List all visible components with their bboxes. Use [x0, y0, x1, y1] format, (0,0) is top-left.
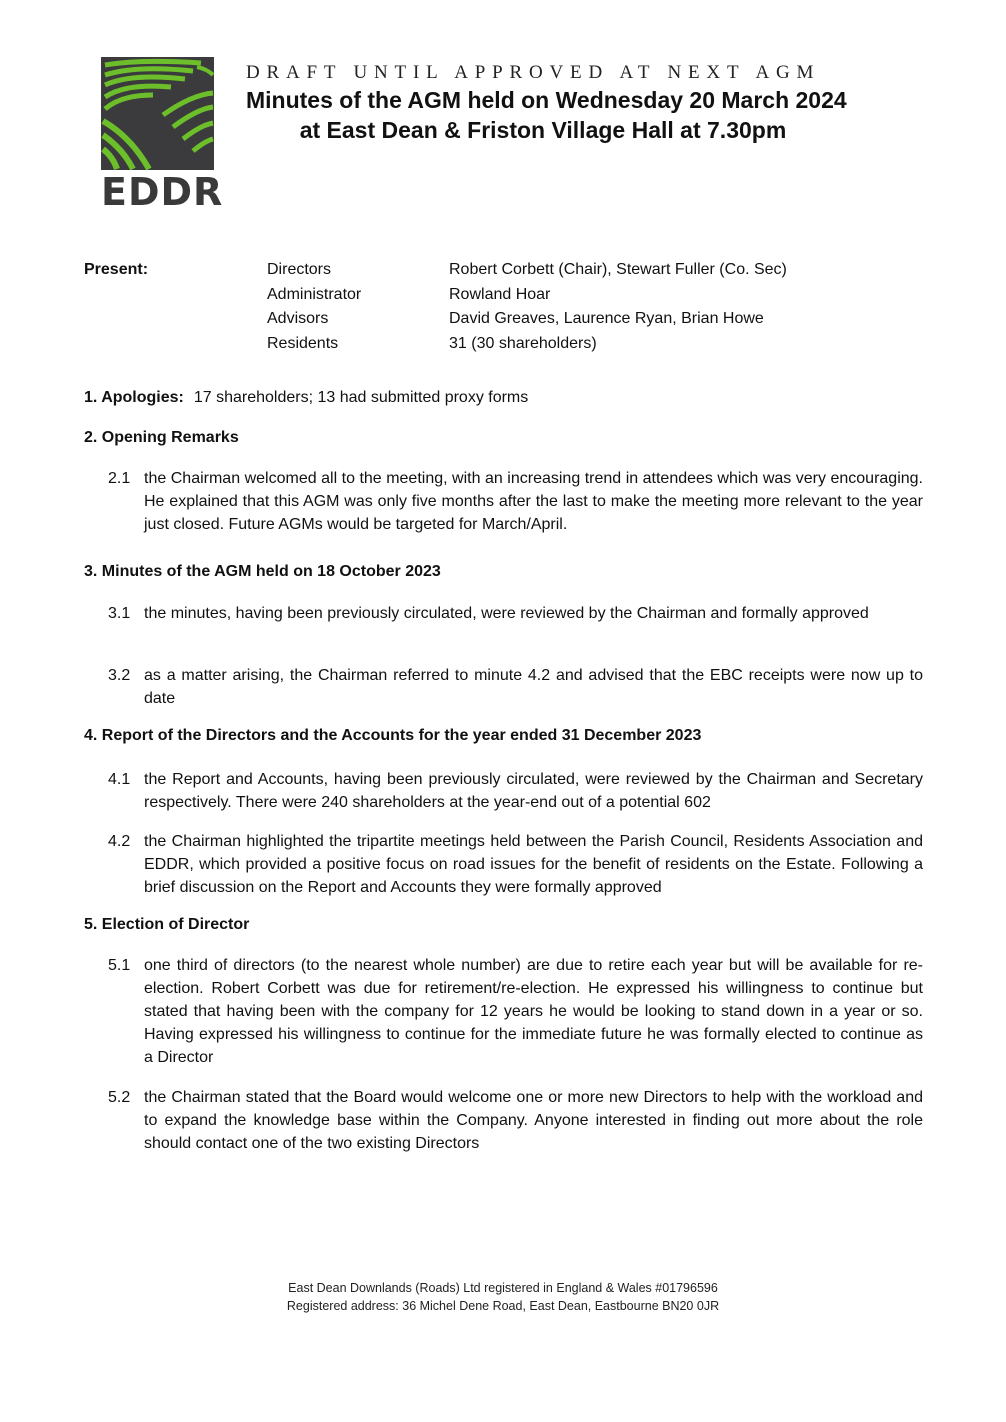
- minute-number: 5.1: [108, 957, 131, 974]
- section-heading-label: 1. Apologies:: [84, 389, 184, 406]
- minute-item: [108, 467, 923, 536]
- present-role: Administrator: [267, 286, 362, 303]
- minute-item: [108, 954, 923, 1069]
- draft-notice: DRAFT UNTIL APPROVED AT NEXT AGM: [246, 62, 821, 83]
- minute-number: 3.1: [108, 605, 131, 622]
- minute-text: one third of directors (to the nearest whole number) are due to retire each year but will be available for re-election. Robert Corbett was due for retirement/re-election. He expressed his willingness to continue but stated that having been with the company for 12 years he would be looking to stand down in a year or so. Having expressed his willingness to continue for the immediate future he was formally elected to continue as a Director: [144, 957, 923, 1066]
- present-role: Advisors: [267, 310, 329, 327]
- logo-wordmark: EDDR: [101, 170, 224, 214]
- page-subtitle: at East Dean & Friston Village Hall at 7.30pm: [299, 117, 787, 143]
- minute-item: [108, 664, 923, 710]
- footer-address: Registered address: 36 Michel Dene Road, East Dean, Eastbourne BN20 0JR: [286, 1299, 720, 1313]
- section-heading-election: 5. Election of Director: [84, 916, 250, 933]
- footer-registration: East Dean Downlands (Roads) Ltd registered in England & Wales #01796596: [288, 1281, 718, 1295]
- section-heading-apologies: [84, 389, 528, 407]
- minute-number: 5.2: [108, 1089, 131, 1106]
- section-heading-previous-minutes: 3. Minutes of the AGM held on 18 October 2023: [84, 563, 441, 580]
- eddr-logo-icon: [101, 57, 214, 170]
- minute-text: as a matter arising, the Chairman referred to minute 4.2 and advised that the EBC receipts were now up to date: [144, 667, 923, 707]
- present-role: Directors: [267, 261, 332, 278]
- minute-text: the Chairman stated that the Board would welcome one or more new Directors to help with the workload and to expand the knowledge base within the Company. Anyone interested in finding out more about the role should contact one of the two existing Directors: [144, 1089, 923, 1152]
- minute-text: the Chairman welcomed all to the meeting, with an increasing trend in attendees which was very encouraging. He explained that this AGM was only five months after the last to make the meeting more relevant to the year just closed. Future AGMs would be targeted for March/April.: [144, 470, 923, 533]
- section-heading-directors-report: 4. Report of the Directors and the Accounts for the year ended 31 December 2023: [84, 727, 702, 744]
- present-role: Residents: [267, 335, 339, 352]
- minute-text: the minutes, having been previously circulated, were reviewed by the Chairman and formally approved: [144, 605, 869, 622]
- minute-item: [108, 1086, 923, 1155]
- minute-number: 4.2: [108, 833, 131, 850]
- present-names: 31 (30 shareholders): [449, 335, 597, 352]
- section-heading-opening-remarks: 2. Opening Remarks: [84, 429, 239, 446]
- minute-item: [108, 602, 923, 625]
- present-names: David Greaves, Laurence Ryan, Brian Howe: [449, 310, 764, 327]
- minute-text: the Report and Accounts, having been previously circulated, were reviewed by the Chairman and Secretary respectively. There were 240 shareholders at the year-end out of a potential 602: [144, 771, 923, 811]
- minute-number: 2.1: [108, 470, 131, 487]
- minute-number: 3.2: [108, 667, 131, 684]
- minute-number: 4.1: [108, 771, 131, 788]
- minute-item: [108, 830, 923, 899]
- footer: [200, 1279, 806, 1315]
- minute-text: the Chairman highlighted the tripartite meetings held between the Parish Council, Residents Association and EDDR, which provided a positive focus on road issues for the benefit of residents on the Estate. Following a brief discussion on the Report and Accounts they were formally approved: [144, 833, 923, 896]
- minute-item: [108, 768, 923, 814]
- page-title: Minutes of the AGM held on Wednesday 20 March 2024: [246, 87, 847, 113]
- apologies-text: 17 shareholders; 13 had submitted proxy forms: [193, 389, 529, 406]
- present-label: Present:: [84, 261, 149, 278]
- present-names: Rowland Hoar: [449, 286, 551, 303]
- present-names: Robert Corbett (Chair), Stewart Fuller (Co. Sec): [449, 261, 787, 278]
